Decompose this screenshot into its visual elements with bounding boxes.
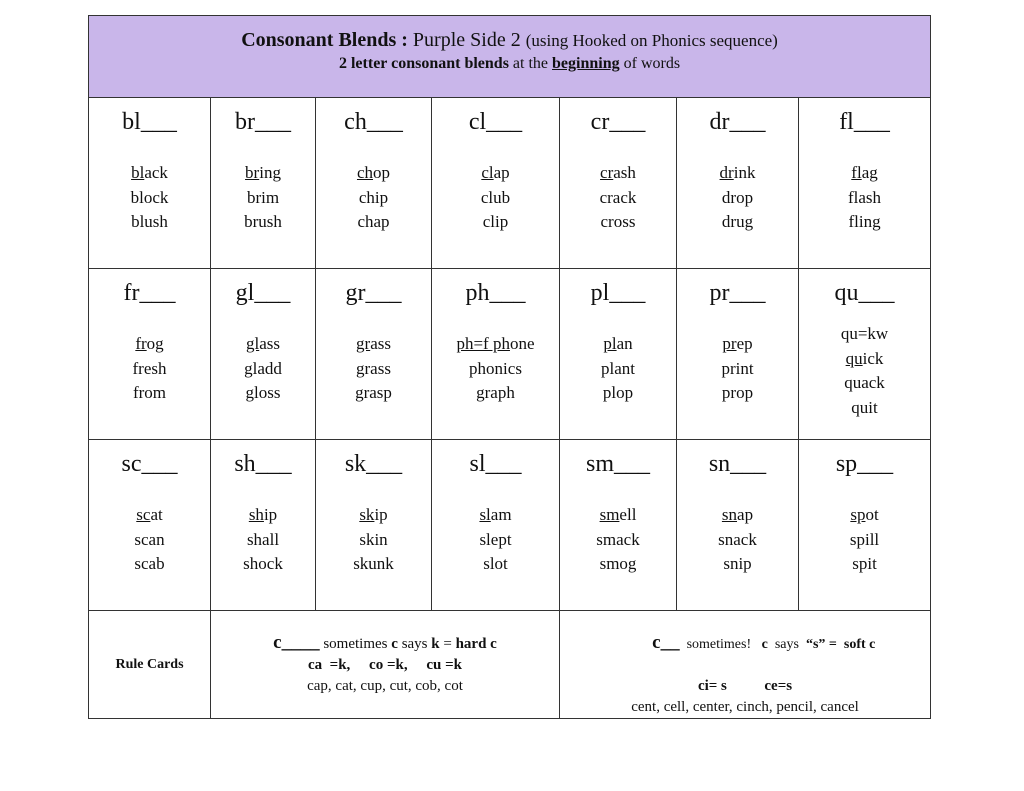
- blend-label: dr___: [709, 109, 766, 135]
- blend-cell: [89, 98, 211, 269]
- word-blend-part: ch: [356, 163, 374, 182]
- title-bold-text: Consonant Blends :: [241, 29, 408, 51]
- word-rest-part: grass: [356, 358, 391, 378]
- example-word: [560, 332, 676, 357]
- example-word: [560, 210, 676, 235]
- example-word: [432, 210, 559, 235]
- example-word: [560, 186, 676, 211]
- blend-row: [89, 98, 931, 269]
- example-word: [316, 381, 431, 406]
- page-subtitle: [89, 53, 930, 75]
- word-rest-part: ep: [736, 334, 753, 353]
- example-word: [432, 186, 559, 211]
- example-word: [560, 161, 676, 186]
- example-word: [211, 161, 315, 186]
- example-word: [211, 210, 315, 235]
- blend-label: bl___: [122, 109, 177, 135]
- word-rest-part: snack: [718, 529, 757, 549]
- word-blend-part: cr: [600, 163, 614, 182]
- example-words: [211, 332, 315, 406]
- example-word: [316, 332, 431, 357]
- word-rest-part: block: [130, 187, 169, 207]
- example-words: [89, 332, 210, 406]
- example-words: [211, 503, 315, 577]
- word-rest-part: ap: [737, 505, 754, 524]
- blend-label: sp___: [835, 451, 894, 477]
- example-word: [677, 357, 798, 382]
- example-words: [211, 161, 315, 235]
- blend-label: pr___: [709, 280, 766, 306]
- example-word: [799, 371, 930, 396]
- blend-label: cr___: [590, 109, 646, 135]
- example-word: [432, 161, 559, 186]
- rule-cards-label: Rule Cards: [89, 611, 211, 719]
- word-blend-part: pr: [722, 334, 737, 353]
- word-rest-part: ing: [259, 163, 281, 182]
- blend-label: sn___: [708, 451, 767, 477]
- blend-cell: [316, 269, 432, 440]
- hard-c-rule-line2: ca =k, co =k, cu =k: [308, 657, 462, 673]
- example-words: [677, 503, 798, 577]
- example-words: [89, 503, 210, 577]
- hard-c-text3: =: [439, 636, 456, 652]
- word-rest-part: quack: [844, 373, 885, 392]
- blend-cell: [211, 269, 316, 440]
- example-word: [316, 528, 431, 553]
- word-rest-part: slot: [483, 554, 508, 573]
- example-word: [89, 332, 210, 357]
- word-rest-part: graph: [476, 383, 515, 402]
- hard-c-rule-line3: cap, cat, cup, cut, cob, cot: [307, 678, 463, 694]
- blend-rows: [89, 98, 931, 611]
- example-word: [677, 161, 798, 186]
- example-word: [89, 503, 210, 528]
- word-rest-part: qu=kw: [840, 324, 889, 343]
- example-words: [89, 161, 210, 235]
- example-words: [799, 322, 930, 420]
- title-paren-text: (using Hooked on Phonics sequence): [525, 31, 778, 50]
- blend-cell: [799, 440, 931, 611]
- word-rest-part: ip: [374, 505, 388, 524]
- example-word: [432, 503, 559, 528]
- blend-cell: [560, 440, 677, 611]
- page-title: [89, 28, 930, 53]
- soft-c-rule-line3: cent, cell, center, cinch, pencil, cancel: [631, 699, 859, 715]
- example-word: [560, 357, 676, 382]
- word-rest-part: gloss: [245, 383, 281, 402]
- example-word: [89, 381, 210, 406]
- word-rest-part: ash: [613, 163, 636, 182]
- example-words: [560, 503, 676, 577]
- word-rest-part: brim: [246, 187, 280, 207]
- word-rest-part: fresh: [132, 358, 167, 378]
- example-word: [677, 528, 798, 553]
- blend-cell: [677, 98, 799, 269]
- example-word: [432, 381, 559, 406]
- example-words: [560, 332, 676, 406]
- example-word: [560, 503, 676, 528]
- example-word: [432, 357, 559, 382]
- blend-cell: [432, 269, 560, 440]
- blend-cell: [211, 440, 316, 611]
- blend-label: ch___: [344, 109, 403, 135]
- word-blend-part: sk: [359, 505, 375, 524]
- word-rest-part: shall: [246, 529, 280, 549]
- blend-cell: [211, 98, 316, 269]
- hard-c-letter: c: [391, 636, 398, 652]
- word-blend-part: gl: [245, 334, 260, 353]
- blend-label: fl___: [839, 109, 890, 135]
- word-rest-part: ass: [259, 334, 280, 353]
- example-words: [432, 332, 559, 406]
- soft-c-blank: c__: [652, 632, 680, 653]
- example-word: [677, 503, 798, 528]
- word-rest-part: scan: [134, 529, 165, 549]
- word-rest-part: ink: [733, 163, 756, 182]
- blend-cell: [799, 269, 931, 440]
- blend-cell: [89, 269, 211, 440]
- blend-label: pl___: [590, 280, 646, 306]
- example-word: [432, 552, 559, 577]
- word-blend-part: cl: [481, 163, 494, 182]
- word-rest-part: spill: [849, 529, 880, 549]
- word-blend-part: dr: [719, 163, 734, 182]
- word-rest-part: crack: [599, 187, 637, 207]
- example-word: [799, 552, 930, 577]
- example-word: [316, 210, 431, 235]
- blend-label: sl___: [469, 451, 522, 477]
- word-rest-part: one: [509, 334, 535, 353]
- blend-label: fr___: [123, 280, 176, 306]
- example-word: [211, 552, 315, 577]
- example-word: [89, 186, 210, 211]
- word-rest-part: skunk: [353, 554, 394, 573]
- soft-c-text2: says: [767, 637, 806, 652]
- word-rest-part: smog: [599, 554, 637, 573]
- word-rest-part: blush: [131, 212, 168, 231]
- example-words: [316, 503, 431, 577]
- blend-row: [89, 440, 931, 611]
- word-blend-part: fl: [851, 163, 862, 182]
- word-rest-part: ap: [493, 163, 510, 182]
- subtitle-mid-text: at the: [508, 55, 553, 72]
- example-word: [560, 381, 676, 406]
- word-rest-part: at: [150, 505, 163, 524]
- word-rest-part: chap: [357, 212, 390, 231]
- blend-cell: [316, 440, 432, 611]
- blend-cell: [432, 98, 560, 269]
- word-rest-part: ip: [263, 505, 278, 524]
- example-word: [211, 528, 315, 553]
- blend-cell: [560, 98, 677, 269]
- hard-c-blank: c____: [273, 632, 320, 653]
- hard-c-rule: [211, 611, 560, 719]
- word-rest-part: grasp: [355, 383, 392, 402]
- soft-c-result: “s” = soft c: [805, 637, 876, 652]
- example-word: [316, 552, 431, 577]
- example-word: [211, 503, 315, 528]
- example-word: [677, 186, 798, 211]
- blend-label: sh___: [234, 451, 292, 477]
- word-rest-part: drug: [721, 212, 754, 231]
- word-blend-part: ph=f ph: [456, 334, 510, 353]
- hard-c-rule-line1: [211, 632, 559, 655]
- blend-cell: [432, 440, 560, 611]
- word-blend-part: bl: [131, 163, 145, 182]
- example-word: [316, 161, 431, 186]
- word-rest-part: og: [146, 334, 164, 353]
- example-word: [89, 210, 210, 235]
- example-word: [211, 332, 315, 357]
- word-blend-part: sn: [721, 505, 738, 524]
- example-word: [677, 332, 798, 357]
- example-word: [799, 396, 930, 421]
- example-word: [432, 528, 559, 553]
- example-word: [560, 552, 676, 577]
- word-rest-part: ick: [862, 348, 884, 368]
- example-word: [89, 528, 210, 553]
- blend-label: ph___: [465, 280, 526, 306]
- word-blend-part: fr: [135, 334, 147, 353]
- word-rest-part: print: [721, 358, 754, 378]
- word-rest-part: ot: [865, 505, 879, 524]
- hard-c-text2: says: [397, 636, 432, 652]
- word-rest-part: quit: [851, 397, 878, 417]
- word-rest-part: chip: [358, 187, 389, 207]
- blend-cell: [560, 269, 677, 440]
- word-blend-part: gr: [356, 334, 371, 353]
- blend-label: gl___: [235, 280, 291, 306]
- word-rest-part: scab: [134, 554, 165, 573]
- blend-label: cl___: [468, 109, 523, 135]
- example-word: [799, 210, 930, 235]
- blend-label: qu___: [834, 280, 895, 306]
- soft-c-rule: [560, 611, 931, 719]
- subtitle-bold-text: 2 letter consonant blends: [338, 55, 509, 72]
- word-rest-part: brush: [244, 212, 282, 231]
- example-word: [799, 186, 930, 211]
- word-blend-part: sc: [136, 505, 151, 524]
- example-words: [799, 161, 930, 235]
- example-word: [316, 503, 431, 528]
- blend-label: sk___: [344, 451, 403, 477]
- word-rest-part: ell: [619, 505, 637, 524]
- blend-cell: [799, 98, 931, 269]
- example-word: [89, 357, 210, 382]
- example-word: [799, 528, 930, 553]
- soft-c-text1: sometimes!: [679, 637, 762, 652]
- example-word: [677, 552, 798, 577]
- word-rest-part: snip: [723, 554, 752, 573]
- example-word: [316, 357, 431, 382]
- example-word: [799, 347, 930, 372]
- word-rest-part: ag: [861, 163, 878, 182]
- example-word: [432, 332, 559, 357]
- word-rest-part: shock: [243, 554, 283, 573]
- sheet-header: [89, 16, 931, 98]
- blend-row: [89, 269, 931, 440]
- blend-cell: [89, 440, 211, 611]
- word-blend-part: sl: [479, 505, 491, 524]
- hard-c-k: k: [431, 636, 440, 652]
- example-word: [89, 161, 210, 186]
- word-rest-part: prop: [721, 383, 754, 402]
- word-rest-part: op: [373, 163, 391, 182]
- soft-c-letter: c: [761, 637, 768, 652]
- hard-c-result: hard c: [455, 636, 497, 652]
- word-rest-part: smack: [596, 529, 640, 549]
- example-words: [677, 161, 798, 235]
- word-rest-part: drop: [721, 187, 754, 207]
- example-word: [799, 322, 930, 347]
- example-words: [677, 332, 798, 406]
- soft-c-rule-line2: ci= s ce=s: [697, 678, 793, 694]
- blend-label: br___: [235, 109, 291, 135]
- example-words: [316, 161, 431, 235]
- word-rest-part: an: [616, 334, 633, 353]
- example-word: [677, 381, 798, 406]
- blend-label: sm___: [585, 451, 650, 477]
- word-rest-part: plant: [601, 358, 635, 378]
- example-word: [799, 161, 930, 186]
- example-words: [560, 161, 676, 235]
- example-word: [211, 381, 315, 406]
- example-word: [316, 186, 431, 211]
- word-blend-part: qu: [845, 348, 863, 368]
- example-word: [211, 357, 315, 382]
- word-rest-part: clip: [482, 212, 509, 231]
- word-rest-part: flash: [848, 187, 882, 207]
- blend-cell: [316, 98, 432, 269]
- blend-label: sc___: [121, 451, 178, 477]
- word-rest-part: skin: [359, 529, 388, 549]
- blend-cell: [677, 440, 799, 611]
- example-word: [560, 528, 676, 553]
- word-blend-part: pl: [603, 334, 617, 353]
- hard-c-text1: sometimes: [319, 636, 392, 652]
- word-rest-part: plop: [602, 383, 634, 402]
- consonant-blends-sheet: [88, 15, 930, 719]
- example-word: [89, 552, 210, 577]
- soft-c-rule-line1: [560, 611, 930, 676]
- blend-cell: [677, 269, 799, 440]
- word-rest-part: spit: [852, 554, 877, 573]
- word-rest-part: ass: [370, 334, 391, 353]
- word-rest-part: cross: [600, 212, 636, 231]
- example-word: [677, 210, 798, 235]
- example-words: [799, 503, 930, 577]
- word-rest-part: slept: [479, 529, 512, 549]
- word-rest-part: ack: [144, 163, 168, 182]
- word-rest-part: phonics: [469, 358, 522, 378]
- subtitle-underlined-text: beginning: [552, 55, 620, 72]
- word-rest-part: am: [490, 505, 512, 524]
- example-words: [432, 161, 559, 235]
- word-blend-part: sm: [599, 505, 620, 524]
- word-rest-part: gladd: [244, 358, 282, 378]
- example-words: [316, 332, 431, 406]
- title-main-text: Purple Side 2: [407, 29, 526, 51]
- subtitle-end-text: of words: [619, 55, 681, 72]
- word-rest-part: club: [480, 187, 511, 207]
- word-blend-part: sh: [248, 505, 264, 524]
- blend-label: gr___: [345, 280, 402, 306]
- example-words: [432, 503, 559, 577]
- word-blend-part: br: [245, 163, 260, 182]
- word-rest-part: fling: [848, 212, 881, 231]
- word-blend-part: sp: [850, 505, 866, 524]
- example-word: [799, 503, 930, 528]
- blends-table: [88, 15, 931, 719]
- word-rest-part: from: [132, 383, 167, 402]
- example-word: [211, 186, 315, 211]
